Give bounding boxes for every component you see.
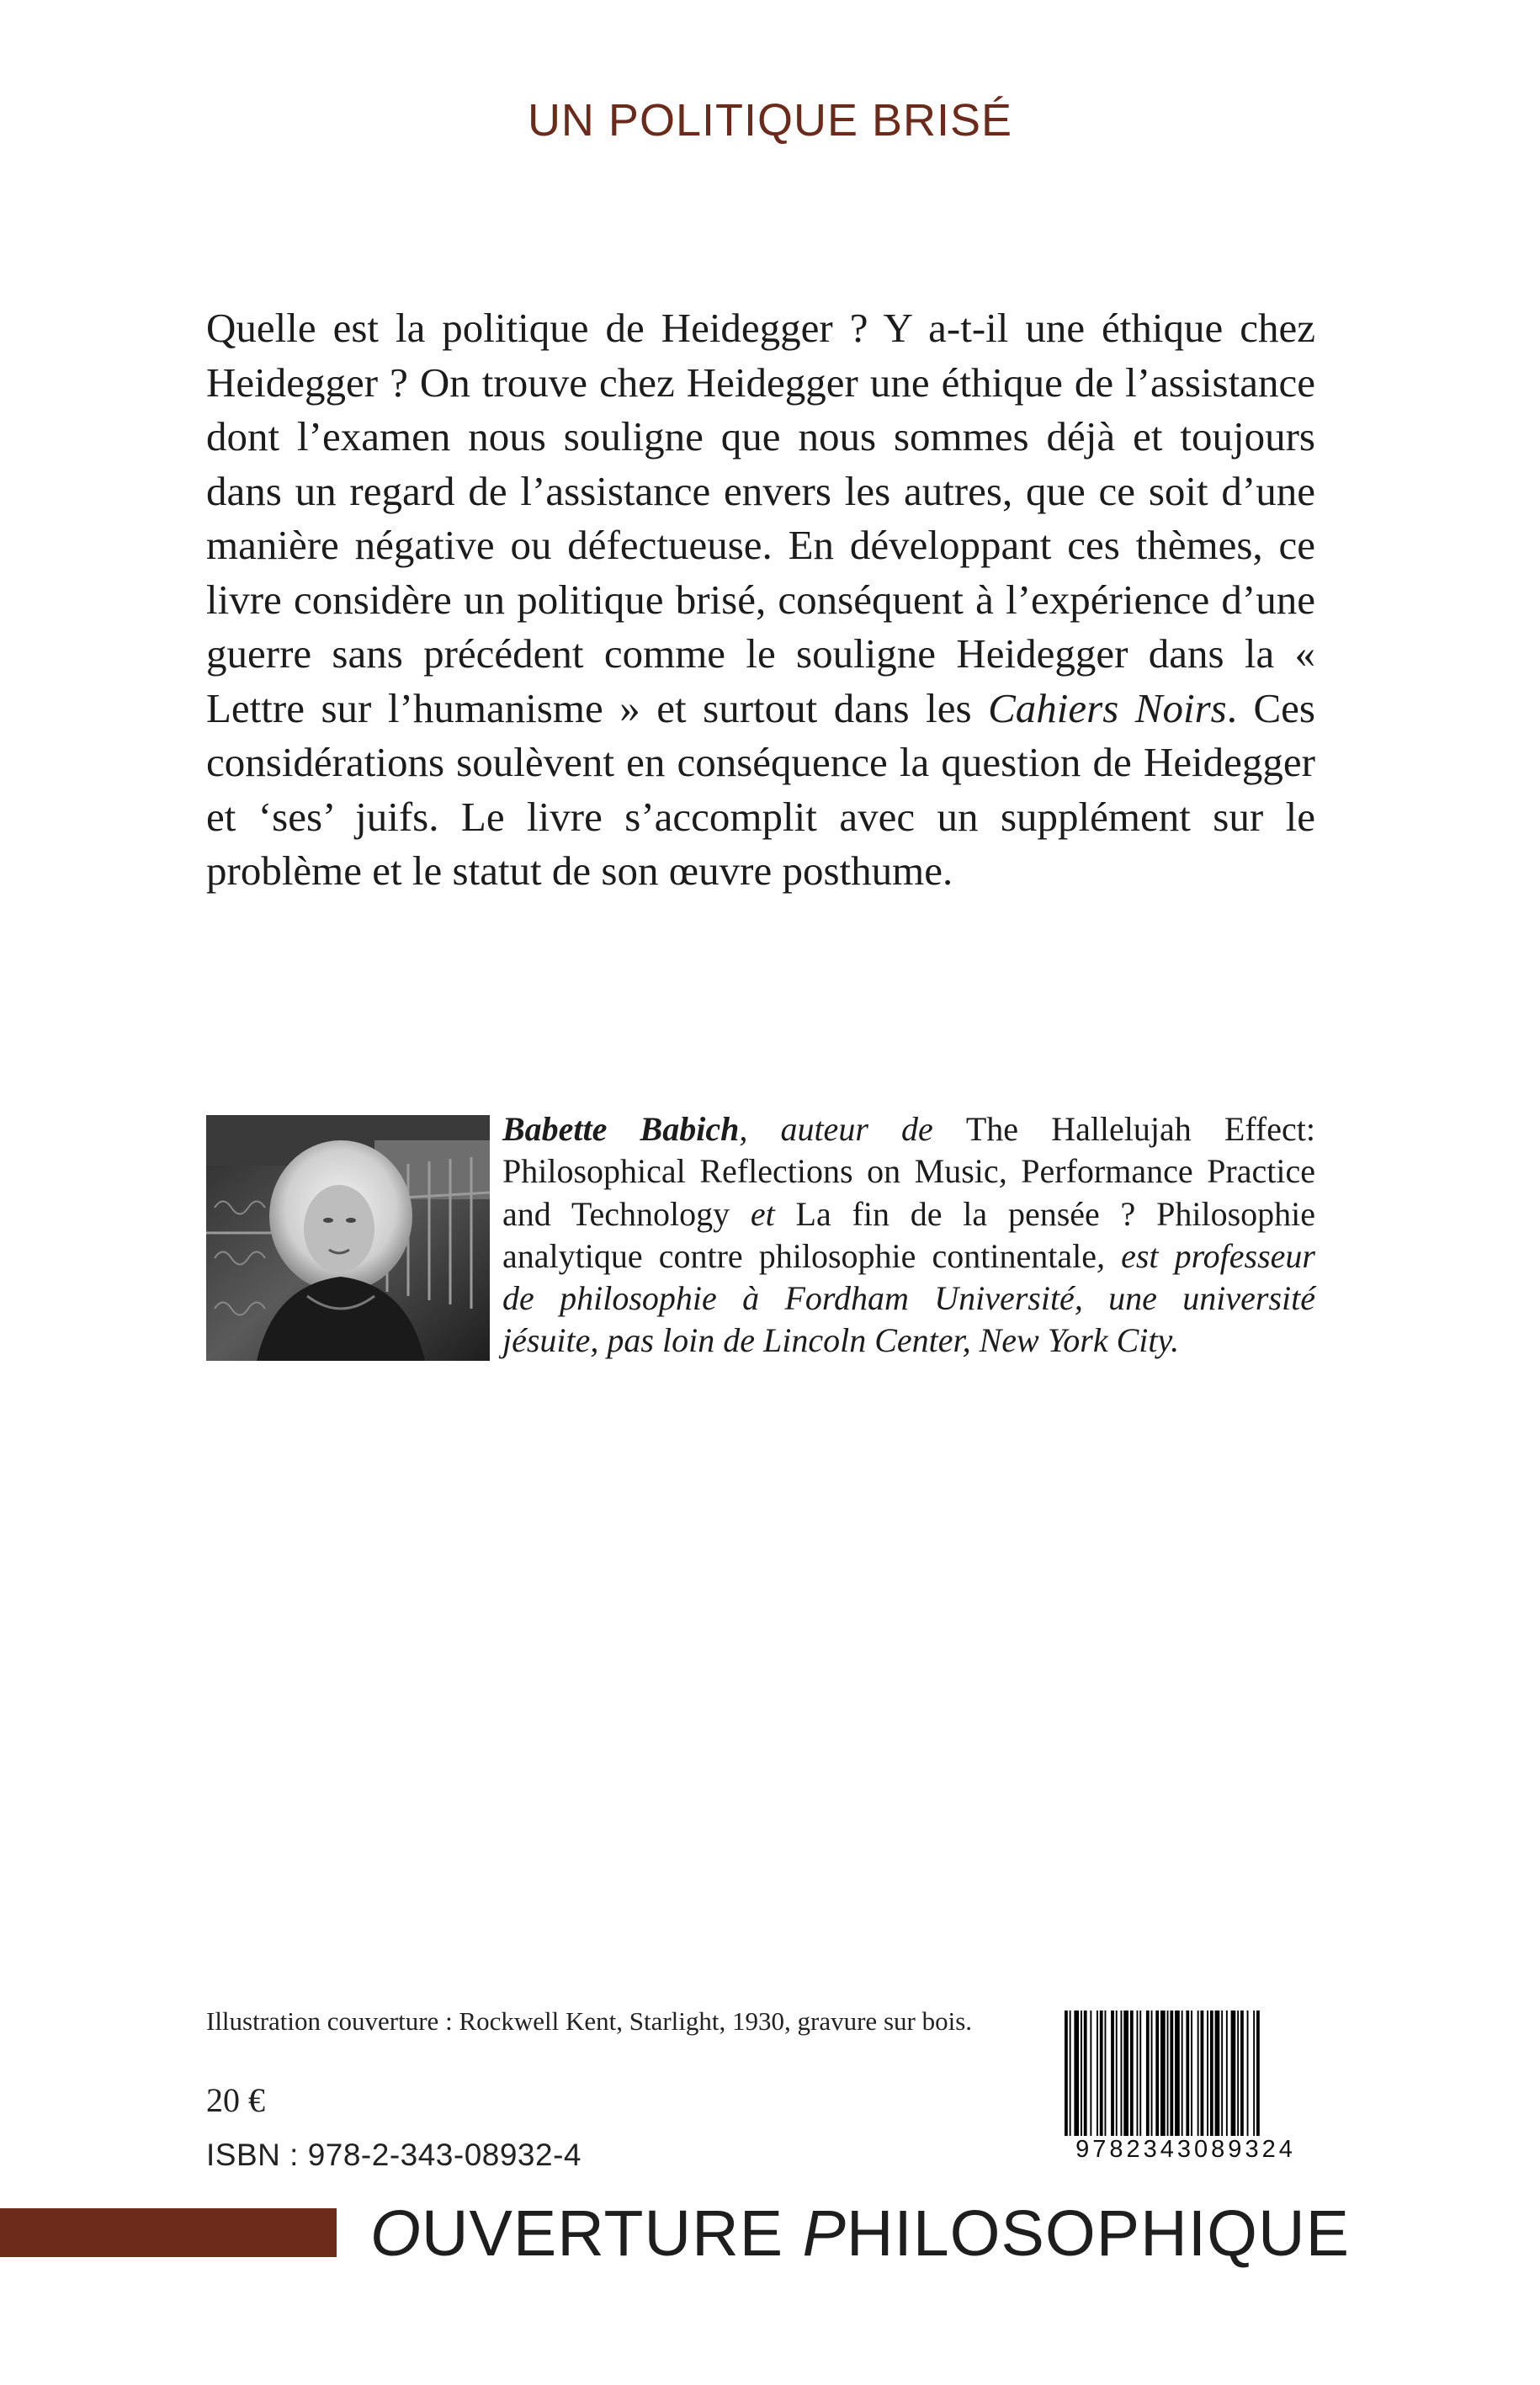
barcode-bar [1240,2011,1244,2145]
barcode-bar [1247,2011,1249,2145]
barcode-bar [1130,2011,1134,2145]
barcode-bar [1191,2011,1192,2145]
barcode-bar [1116,2011,1118,2145]
series-initial-o: O [370,2197,422,2270]
barcode-bar [1210,2011,1213,2145]
barcode-bar [1097,2011,1098,2145]
barcode-bar [1160,2011,1166,2145]
barcode-bar [1155,2011,1159,2145]
series-rest-p: HILOSOPHIQUE [846,2197,1350,2270]
barcode-bar [1105,2011,1107,2145]
author-photo [206,1115,490,1361]
series-name [370,2196,1350,2271]
barcode-bar [1081,2011,1082,2145]
author-bio [502,1108,1315,1362]
author-name: Babette Babich [502,1110,740,1148]
blurb-text-2: . Ces considérations soulèvent en conséquence la question de Heidegger et ‘ses’ juifs. Le livre s’accomplit avec un supplément sur le problème et le statut de son œuvre posthume. [206,684,1315,894]
bio-book-1b: Performance Practice and Technology [502,1152,1315,1233]
barcode-bar [1137,2011,1139,2145]
bio-text-4: , est professeur de philosophie à Fordham Université, une université jésuite, pas loin de Lincoln Center, New York City. [502,1236,1315,1360]
series-rest-o: UVERTURE [421,2197,803,2270]
bio-book-1: The Hallelujah Effect: Philosophical Reflections on Music [502,1110,1315,1191]
blurb-italic-title: Cahiers Noirs [988,684,1227,731]
barcode-bar [1090,2011,1091,2145]
barcode-bar [1231,2011,1236,2145]
barcode-bar [1065,2011,1068,2145]
barcode-bar [1170,2011,1173,2145]
barcode-bar [1237,2011,1239,2145]
barcode-bar [1139,2011,1141,2145]
bio-text-1: , auteur de [739,1110,966,1148]
price: 20 € [206,2081,265,2119]
barcode-bar [1207,2011,1208,2145]
barcode-bar [1201,2011,1204,2145]
barcode-bar [1146,2011,1150,2145]
barcode-bar [1084,2011,1087,2145]
bio-text-2: , [998,1152,1022,1191]
barcode-bar [1175,2011,1180,2145]
series-color-band [0,2208,337,2257]
barcode-bar [1111,2011,1114,2145]
back-cover-blurb [206,301,1315,899]
cover-illustration-credit: Illustration couverture : Rockwell Kent, Starlight, 1930, gravure sur bois. [206,2006,973,2036]
barcode-bar [1074,2011,1079,2145]
barcode-bar [1100,2011,1103,2145]
barcode-bar [1253,2011,1255,2145]
bio-text-3: et [730,1194,796,1233]
barcode-bar [1215,2011,1220,2145]
barcode-bar [1121,2011,1123,2145]
bio-book-2: La fin de la pensée ? Philosophie analytique contre philosophie continentale [502,1194,1316,1275]
barcode-bar [1256,2011,1260,2145]
barcode-bar [1226,2011,1228,2145]
book-title: UN POLITIQUE BRISÉ [527,95,1013,146]
barcode-bar [1151,2011,1153,2145]
barcode-bar [1182,2011,1183,2145]
barcode-digits: 9782343089324 [1056,2136,1315,2164]
isbn: ISBN : 978-2-343-08932-4 [206,2138,581,2172]
barcode-bar [1221,2011,1223,2145]
barcode-bar [1123,2011,1128,2145]
series-initial-p: P [802,2197,847,2270]
blurb-text-1: Quelle est la politique de Heidegger ? Y a-t-il une éthique chez Heidegger ? On trouve chez Heidegger une éthique de l’assistance dont l’examen nous souligne que nous sommes déjà et toujours dans un regard de l’assistance envers les autres, que ce soit d’une manière négative ou défectueuse. En développant ces thèmes, ce livre considère un politique brisé, conséquent à l’expérience d’une guerre sans précédent comme le souligne Heidegger dans la « Lettre sur l’humanisme » et surtout dans les [206,305,1315,731]
barcode-bar [1197,2011,1199,2145]
barcode-bar [1070,2011,1071,2145]
barcode-bar [1167,2011,1169,2145]
barcode-bar [1186,2011,1189,2145]
